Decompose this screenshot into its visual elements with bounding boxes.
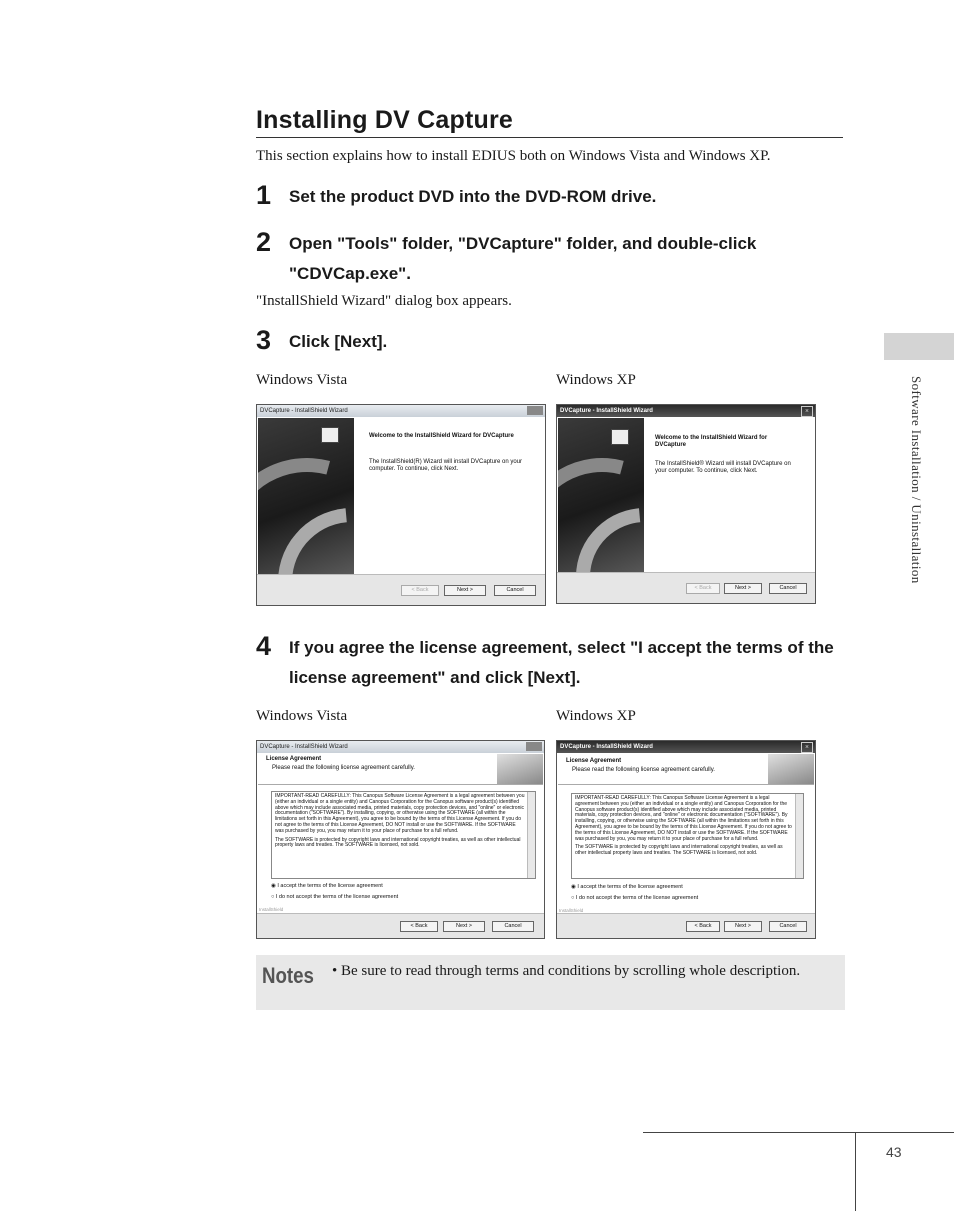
cancel-button[interactable]: Cancel	[769, 921, 807, 932]
dialog-titlebar: DVCapture - InstallShield Wizard	[257, 405, 545, 417]
dialog-titlebar: DVCapture - InstallShield Wizard	[257, 741, 544, 753]
installshield-label: InstallShield	[559, 908, 584, 913]
welcome-heading: Welcome to the InstallShield Wizard for DVCapture	[369, 433, 514, 439]
cancel-button[interactable]: Cancel	[494, 585, 536, 596]
back-button[interactable]: < Back	[686, 921, 720, 932]
welcome-dialog-xp	[556, 404, 816, 604]
notes-label: Notes	[262, 963, 314, 988]
cancel-button[interactable]: Cancel	[769, 583, 807, 594]
installer-icon	[611, 429, 629, 445]
notes-body: Be sure to read through terms and conditions by scrolling whole description.	[341, 963, 801, 979]
button-bar	[257, 574, 545, 605]
license-heading: License Agreement	[566, 758, 622, 764]
accept-radio[interactable]: ◉ I accept the terms of the license agreement	[571, 884, 683, 890]
license-artwork	[768, 754, 814, 784]
next-button[interactable]: Next >	[724, 921, 762, 932]
caption-xp-2: Windows XP	[556, 708, 636, 724]
next-button[interactable]: Next >	[444, 585, 486, 596]
step-note-2: "InstallShield Wizard" dialog box appears.	[256, 293, 512, 309]
step-number-1: 1	[256, 180, 272, 210]
step-text-2: Open "Tools" folder, "DVCapture" folder, and double-click "CDVCap.exe".	[289, 234, 757, 283]
close-icon[interactable]: ×	[801, 742, 813, 753]
installer-icon	[321, 427, 339, 443]
next-button[interactable]: Next >	[724, 583, 762, 594]
caption-xp-1: Windows XP	[556, 372, 636, 388]
welcome-dialog-vista	[256, 404, 546, 606]
welcome-body: The InstallShield(R) Wizard will install DVCapture on your computer. To continue, click Next.	[369, 459, 523, 472]
license-header	[258, 754, 543, 785]
caption-vista-1: Windows Vista	[256, 372, 348, 388]
license-text: IMPORTANT-READ CAREFULLY: This Canopus Software License Agreement is a legal agreement between you (either an individual or a single entity) and Canopus Corporation for the Canopus software product(s) identified above which may include associated media, printed materials, copy protection devices, and "online" or electronic documentation ("SOFTWARE"). By installing, copying, or otherwise using the SOFTWARE (all within the limitations set forth in this Agreement), you agree to be bound by the terms of this License Agreement. If you do not agree to the terms of this License Agreement, DO NOT install or use the SOFTWARE. If the SOFTWARE was purchased by you, you may return it to your place of purchase for a full refund.	[275, 793, 525, 834]
step-text-4: If you agree the license agreement, select "I accept the terms of the license agreement" and click [Next].	[289, 638, 834, 687]
side-tab-text: Software Installation / Uninstallation	[909, 376, 924, 584]
page-title: Installing DV Capture	[256, 106, 514, 134]
back-button[interactable]: < Back	[401, 585, 439, 596]
license-scrollbar[interactable]	[795, 794, 803, 878]
decline-label: I do not accept the terms of the license agreement	[575, 895, 699, 901]
dialog-titlebar: DVCapture - InstallShield Wizard	[557, 405, 815, 417]
license-text-area[interactable]	[271, 791, 536, 879]
page-number: 43	[886, 1144, 902, 1160]
notes-text	[332, 960, 802, 982]
caption-vista-2: Windows Vista	[256, 708, 348, 724]
button-bar	[557, 572, 815, 603]
accept-radio[interactable]: ◉ I accept the terms of the license agreement	[271, 883, 383, 889]
footer-rule	[643, 1132, 954, 1133]
welcome-body: The InstallShield® Wizard will install DVCapture on your computer. To continue, click Next.	[655, 461, 791, 474]
side-tab	[884, 333, 954, 360]
license-dialog-xp	[556, 740, 816, 939]
decline-label: I do not accept the terms of the license agreement	[275, 894, 399, 900]
accept-label: I accept the terms of the license agreement	[577, 884, 683, 890]
license-artwork	[497, 754, 543, 784]
notes-bullet: •	[332, 963, 338, 979]
back-button[interactable]: < Back	[400, 921, 438, 932]
license-heading: License Agreement	[266, 756, 322, 762]
license-text: IMPORTANT-READ CAREFULLY: This Canopus Software License Agreement is a legal agreement between you (either an individual or a single entity) and Canopus Corporation for the Canopus software product(s) identified above which may include associated media, printed materials, copy protection devices, and "online" or electronic documentation ("SOFTWARE"). By installing, copying, or otherwise using the SOFTWARE (all within the limitations set forth in this Agreement), you agree to be bound by the terms of this License Agreement. If you do not agree to the terms of this License Agreement, DO NOT install or use the SOFTWARE. If the SOFTWARE was purchased by you, you may return it to your place of purchase for a full refund.	[575, 795, 792, 842]
step-number-2: 2	[256, 227, 272, 257]
license-text-area[interactable]	[571, 793, 804, 879]
license-subheading: Please read the following license agreement carefully.	[572, 767, 715, 773]
decline-radio[interactable]: ○ I do not accept the terms of the license agreement	[271, 894, 399, 900]
next-button[interactable]: Next >	[443, 921, 485, 932]
license-text-2: The SOFTWARE is protected by copyright laws and international copyright treaties, as well as other intellectual property laws and treaties. The SOFTWARE is licensed, not sold.	[575, 844, 783, 857]
license-dialog-vista	[256, 740, 545, 939]
license-header	[558, 754, 814, 785]
dialog-titlebar: DVCapture - InstallShield Wizard	[557, 741, 815, 753]
step-text-3: Click [Next].	[289, 332, 388, 351]
title-rule	[256, 137, 843, 138]
button-bar	[257, 913, 544, 938]
step-text-1: Set the product DVD into the DVD-ROM drive.	[289, 187, 657, 206]
back-button[interactable]: < Back	[686, 583, 720, 594]
wizard-artwork	[258, 418, 354, 576]
license-subheading: Please read the following license agreement carefully.	[272, 765, 415, 771]
close-icon[interactable]: ×	[801, 406, 813, 417]
license-text-2: The SOFTWARE is protected by copyright laws and international copyright treaties, as well as other intellectual property laws and treaties. The SOFTWARE is licensed, not sold.	[275, 836, 521, 849]
step-number-3: 3	[256, 325, 272, 355]
cancel-button[interactable]: Cancel	[492, 921, 534, 932]
footer-divider	[855, 1132, 856, 1211]
license-scrollbar[interactable]	[527, 792, 535, 878]
welcome-heading: Welcome to the InstallShield Wizard for DVCapture	[655, 435, 768, 448]
decline-radio[interactable]: ○ I do not accept the terms of the license agreement	[571, 895, 699, 901]
step-number-4: 4	[256, 631, 272, 661]
wizard-artwork	[558, 418, 644, 576]
accept-label: I accept the terms of the license agreement	[277, 883, 383, 889]
close-icon[interactable]	[527, 406, 543, 415]
button-bar	[557, 913, 815, 938]
intro-text: This section explains how to install EDIUS both on Windows Vista and Windows XP.	[256, 148, 771, 164]
installshield-label: InstallShield	[259, 907, 284, 912]
close-icon[interactable]	[526, 742, 542, 751]
